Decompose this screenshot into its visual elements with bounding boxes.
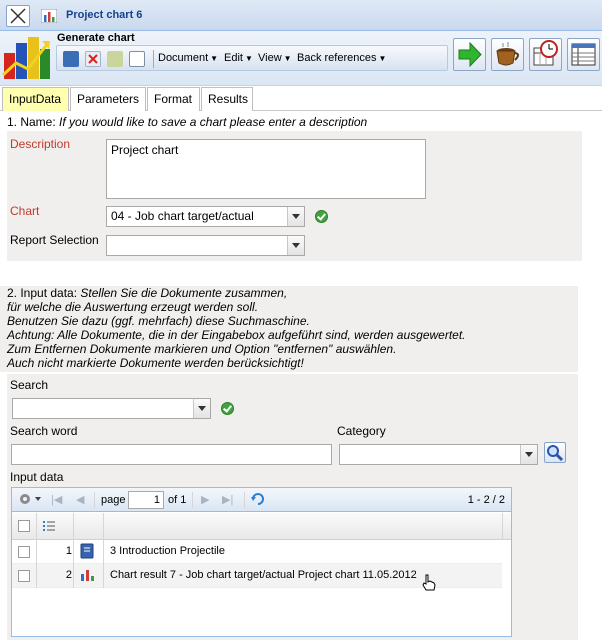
refresh-icon[interactable] — [250, 491, 266, 510]
action-toolbar — [56, 45, 448, 71]
category-select[interactable] — [339, 444, 538, 465]
category-label: Category — [337, 424, 386, 438]
tab-inputdata[interactable]: InputData — [2, 87, 69, 111]
row-title: Chart result 7 - Job chart target/actual Project chart 11.05.2012 — [110, 569, 417, 581]
close-button[interactable] — [6, 5, 30, 27]
next-page-icon[interactable]: ▶ — [201, 494, 210, 506]
chevron-down-icon[interactable] — [287, 207, 304, 226]
list-button[interactable] — [567, 38, 600, 71]
row-number: 2 — [65, 569, 72, 581]
save-icon[interactable] — [63, 51, 79, 67]
search-label: Search — [10, 378, 49, 392]
grid-header — [12, 513, 511, 540]
report-selection-select[interactable] — [106, 235, 305, 256]
tab-format[interactable]: Format — [147, 87, 200, 111]
record-count: 1 - 2 / 2 — [467, 494, 505, 506]
row-title: 3 Introduction Projectile — [110, 545, 225, 557]
magnifier-icon — [545, 443, 565, 462]
instruction-line: Zum Entfernen Dokumente markieren und Option "entfernen" auswählen. — [7, 342, 397, 356]
section1-number: 1. Name: — [7, 115, 56, 129]
row-number: 1 — [65, 545, 72, 557]
chevron-down-icon[interactable] — [193, 399, 210, 418]
section1-heading — [7, 115, 367, 129]
search-word-input[interactable] — [11, 444, 332, 465]
generate-chart-label: Generate chart — [57, 32, 135, 44]
delete-icon[interactable] — [85, 51, 101, 67]
chart-label: Chart — [10, 204, 40, 218]
menu-back-references[interactable]: Back references ▼ — [297, 52, 387, 64]
chart-select-value: 04 - Job chart target/actual — [111, 209, 254, 223]
bar-chart-icon — [41, 9, 57, 23]
chart-app-logo-icon — [2, 35, 52, 81]
generate-button[interactable] — [453, 38, 486, 71]
row-checkbox[interactable] — [18, 570, 30, 582]
search-word-label: Search word — [10, 424, 78, 438]
prev-page-icon[interactable]: ◀ — [76, 494, 85, 506]
window-title: Project chart 6 — [66, 9, 143, 21]
gear-menu-icon[interactable] — [17, 491, 43, 510]
instruction-line: Benutzen Sie dazu (ggf. mehrfach) diese Suchmaschine. — [7, 314, 310, 328]
search-button[interactable] — [544, 442, 566, 463]
document-icon — [80, 543, 94, 562]
menu-view[interactable]: View ▼ — [258, 52, 292, 64]
last-page-icon[interactable]: ▶| — [222, 494, 234, 506]
separator — [153, 50, 154, 68]
section2-number: 2. Input data: — [7, 286, 78, 300]
coffee-button[interactable] — [491, 38, 524, 71]
instruction-line: für welche die Auswertung erzeugt werden soll. — [7, 300, 259, 314]
input-data-label: Input data — [10, 470, 64, 484]
schedule-button[interactable] — [529, 38, 562, 71]
bar-chart-icon — [80, 568, 96, 585]
copy-icon[interactable] — [129, 51, 145, 67]
chart-select[interactable] — [106, 206, 305, 227]
menu-document[interactable]: Document ▼ — [158, 52, 219, 64]
check-ok-icon — [315, 210, 328, 223]
calendar-clock-icon — [530, 39, 561, 70]
section1-hint: If you would like to save a chart please enter a description — [59, 115, 368, 129]
menu-edit[interactable]: Edit ▼ — [224, 52, 253, 64]
tab-parameters[interactable]: Parameters — [70, 87, 146, 111]
row-number-header-icon — [42, 519, 56, 536]
table-row[interactable] — [12, 540, 502, 564]
instruction-line: Achtung: Alle Dokumente, die in der Eingabebox aufgeführt sind, werden ausgewertet. — [7, 328, 466, 342]
chevron-down-icon[interactable] — [520, 445, 537, 464]
select-all-checkbox[interactable] — [18, 520, 30, 532]
chevron-down-icon[interactable] — [287, 236, 304, 255]
search-select[interactable] — [12, 398, 211, 419]
page-label: page — [101, 494, 126, 506]
first-page-icon[interactable]: |◀ — [51, 494, 63, 506]
instruction-line: 2. Input data: Stellen Sie die Dokumente zusammen, — [7, 286, 288, 300]
table-list-icon — [568, 39, 599, 70]
page-number-input[interactable]: 1 — [128, 491, 164, 509]
close-icon — [7, 6, 29, 26]
hand-cursor-icon — [420, 574, 438, 592]
description-input[interactable]: Project chart — [106, 139, 426, 199]
page-count-label: of 1 — [168, 494, 187, 506]
description-label: Description — [10, 137, 71, 151]
tab-results[interactable]: Results — [201, 87, 253, 111]
coffee-cup-icon — [492, 39, 523, 70]
check-ok-icon — [221, 402, 234, 415]
grid-paging-toolbar — [12, 488, 511, 512]
arrow-right-icon — [454, 39, 485, 70]
report-selection-label: Report Selection — [10, 233, 99, 247]
instruction-line: Auch nicht markierte Dokumente werden berücksichtigt! — [7, 356, 304, 370]
import-icon[interactable] — [107, 51, 123, 67]
row-checkbox[interactable] — [18, 546, 30, 558]
